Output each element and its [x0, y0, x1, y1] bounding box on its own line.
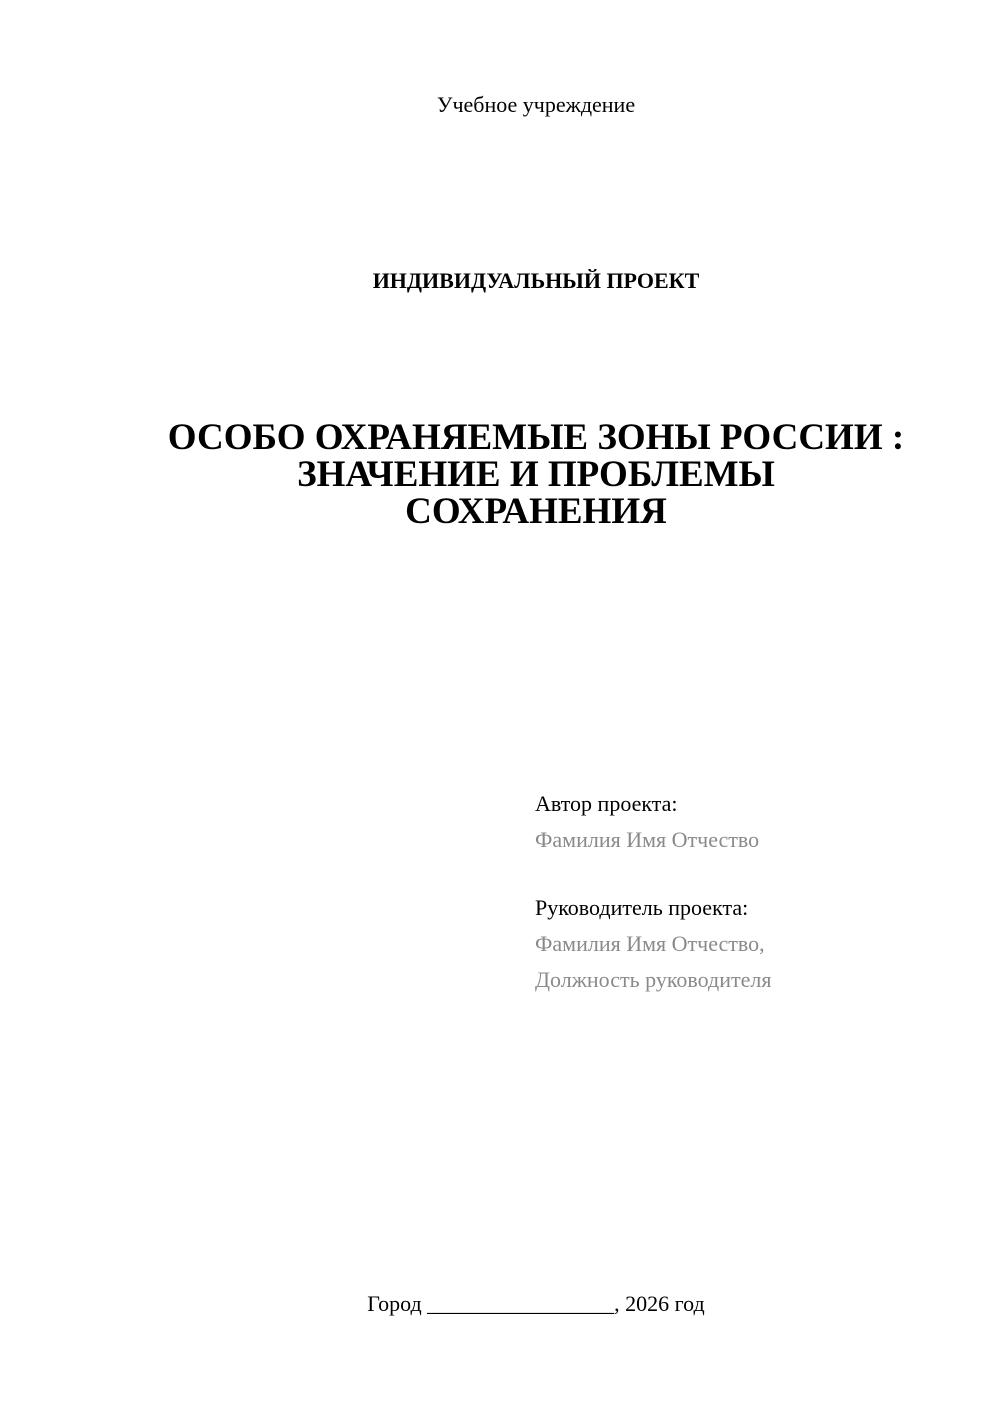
supervisor-label: Руководитель проекта: — [535, 895, 749, 920]
supervisor-position-placeholder: Должность руководителя — [535, 967, 772, 992]
institution-name: Учебное учреждение — [436, 92, 636, 117]
project-title-line-3: СОХРАНЕНИЯ — [405, 491, 667, 532]
supervisor-name-placeholder: Фамилия Имя Отчество, — [535, 931, 765, 956]
project-title-line-2: ЗНАЧЕНИЕ И ПРОБЛЕМЫ — [297, 454, 775, 495]
author-block — [535, 786, 955, 858]
project-title-line-1: ОСОБО ОХРАНЯЕМЫЕ ЗОНЫ РОССИИ : — [167, 417, 905, 458]
document-type-heading: ИНДИВИДУАЛЬНЫЙ ПРОЕКТ — [372, 268, 700, 293]
author-name-placeholder: Фамилия Имя Отчество — [535, 827, 760, 852]
city-year-line: Город _________________, 2026 год — [367, 1291, 705, 1316]
supervisor-block — [535, 890, 955, 998]
author-label: Автор проекта: — [535, 791, 678, 816]
project-title — [100, 419, 972, 530]
